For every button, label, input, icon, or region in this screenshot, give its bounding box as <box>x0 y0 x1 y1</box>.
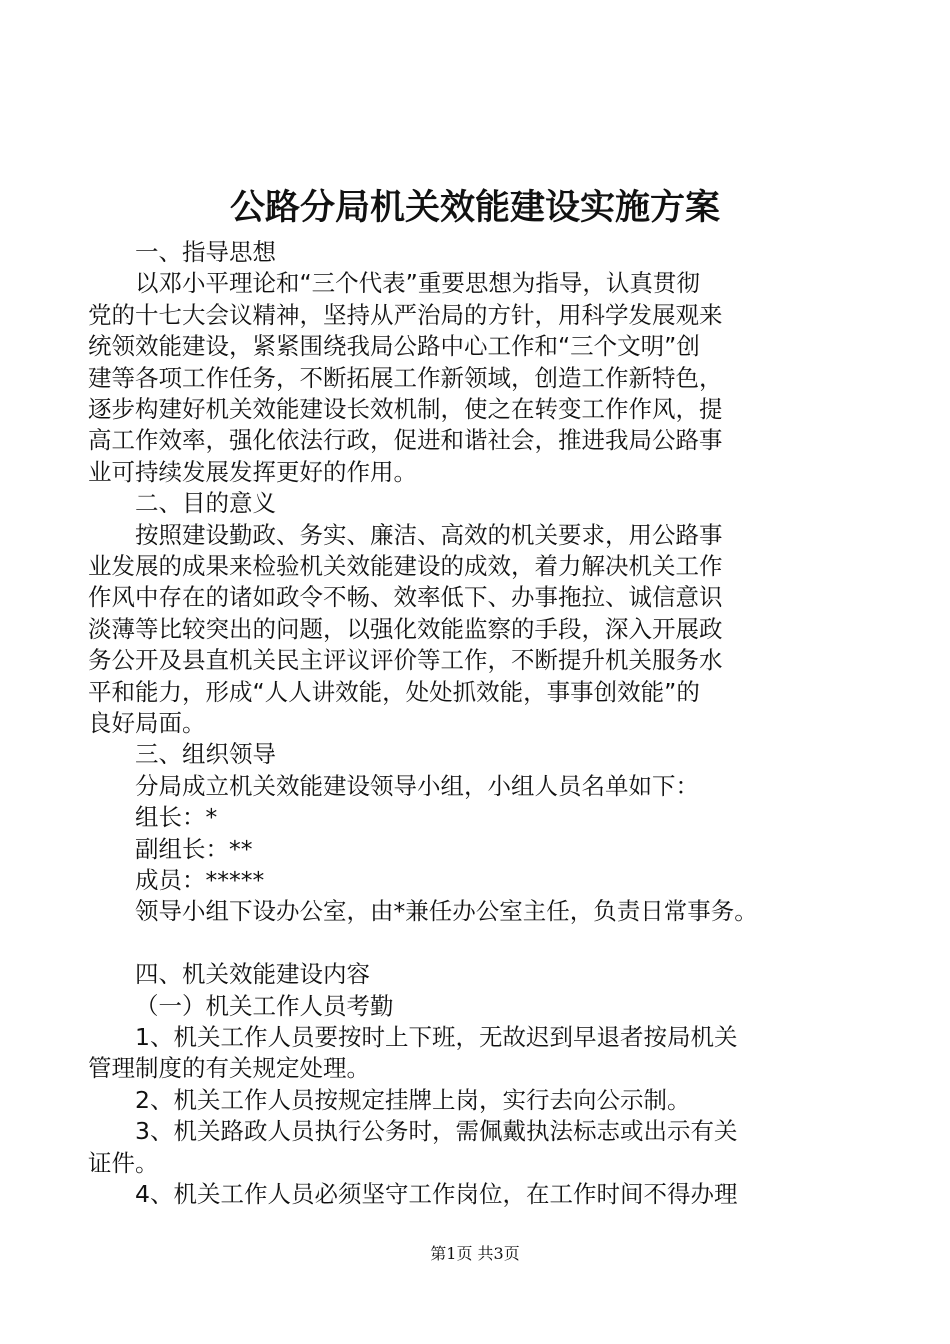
paragraph-line: 分局成立机关效能建设领导小组，小组人员名单如下： <box>135 771 699 800</box>
paragraph-line: 作风中存在的诸如政令不畅、效率低下、办事拖拉、诚信意识 <box>88 583 723 612</box>
paragraph-line: 以邓小平理论和“三个代表”重要思想为指导，认真贯彻 <box>135 269 700 298</box>
paragraph-line: 1、机关工作人员要按时上下班，无故迟到早退者按局机关 <box>135 1023 738 1051</box>
paragraph-line: 党的十七大会议精神，坚持从严治局的方针，用科学发展观来 <box>88 300 723 329</box>
paragraph-line: 2、机关工作人员按规定挂牌上岗，实行去向公示制。 <box>135 1085 691 1114</box>
paragraph-line: 领导小组下设办公室，由*兼任办公室主任，负责日常事务。 <box>135 897 758 926</box>
paragraph-line: 淡薄等比较突出的问题，以强化效能监察的手段，深入开展政 <box>88 614 723 643</box>
paragraph-line: 业发展的成果来检验机关效能建设的成效，着力解决机关工作 <box>88 552 723 580</box>
paragraph-line: 高工作效率，强化依法行政，促进和谐社会，推进我局公路事 <box>88 426 723 455</box>
paragraph-line: 二、目的意义 <box>135 489 276 518</box>
paragraph-line: 证件。 <box>88 1148 159 1177</box>
paragraph-line: （一）机关工作人员考勤 <box>135 991 394 1020</box>
paragraph-line: 一、指导思想 <box>135 238 276 266</box>
paragraph-line: 平和能力，形成“人人讲效能，处处抓效能，事事创效能”的 <box>88 677 700 706</box>
paragraph-line: 三、组织领导 <box>135 740 276 769</box>
paragraph-line: 良好局面。 <box>88 709 206 737</box>
paragraph-line: 副组长：** <box>135 834 253 863</box>
paragraph-line: 按照建设勤政、务实、廉洁、高效的机关要求，用公路事 <box>135 520 723 549</box>
page-footer: 第1页 共3页 <box>430 1244 520 1263</box>
paragraph-line: 成员：***** <box>135 866 265 894</box>
paragraph-line: 3、机关路政人员执行公务时，需佩戴执法标志或出示有关 <box>135 1117 738 1146</box>
paragraph-line: 四、机关效能建设内容 <box>135 960 370 989</box>
paragraph-line: 业可持续发展发挥更好的作用。 <box>88 457 417 486</box>
paragraph-line: 组长：* <box>135 803 218 832</box>
paragraph-line: 建等各项工作任务，不断拓展工作新领域，创造工作新特色， <box>88 363 723 392</box>
paragraph-line: 统领效能建设，紧紧围绕我局公路中心工作和“三个文明”创 <box>88 332 700 361</box>
paragraph-line: 管理制度的有关规定处理。 <box>88 1054 370 1083</box>
document-title: 公路分局机关效能建设实施方案 <box>229 187 720 228</box>
paragraph-line: 4、机关工作人员必须坚守工作岗位，在工作时间不得办理 <box>135 1180 738 1208</box>
paragraph-line: 逐步构建好机关效能建设长效机制，使之在转变工作作风，提 <box>88 395 723 423</box>
paragraph-line: 务公开及县直机关民主评议评价等工作，不断提升机关服务水 <box>88 646 723 675</box>
